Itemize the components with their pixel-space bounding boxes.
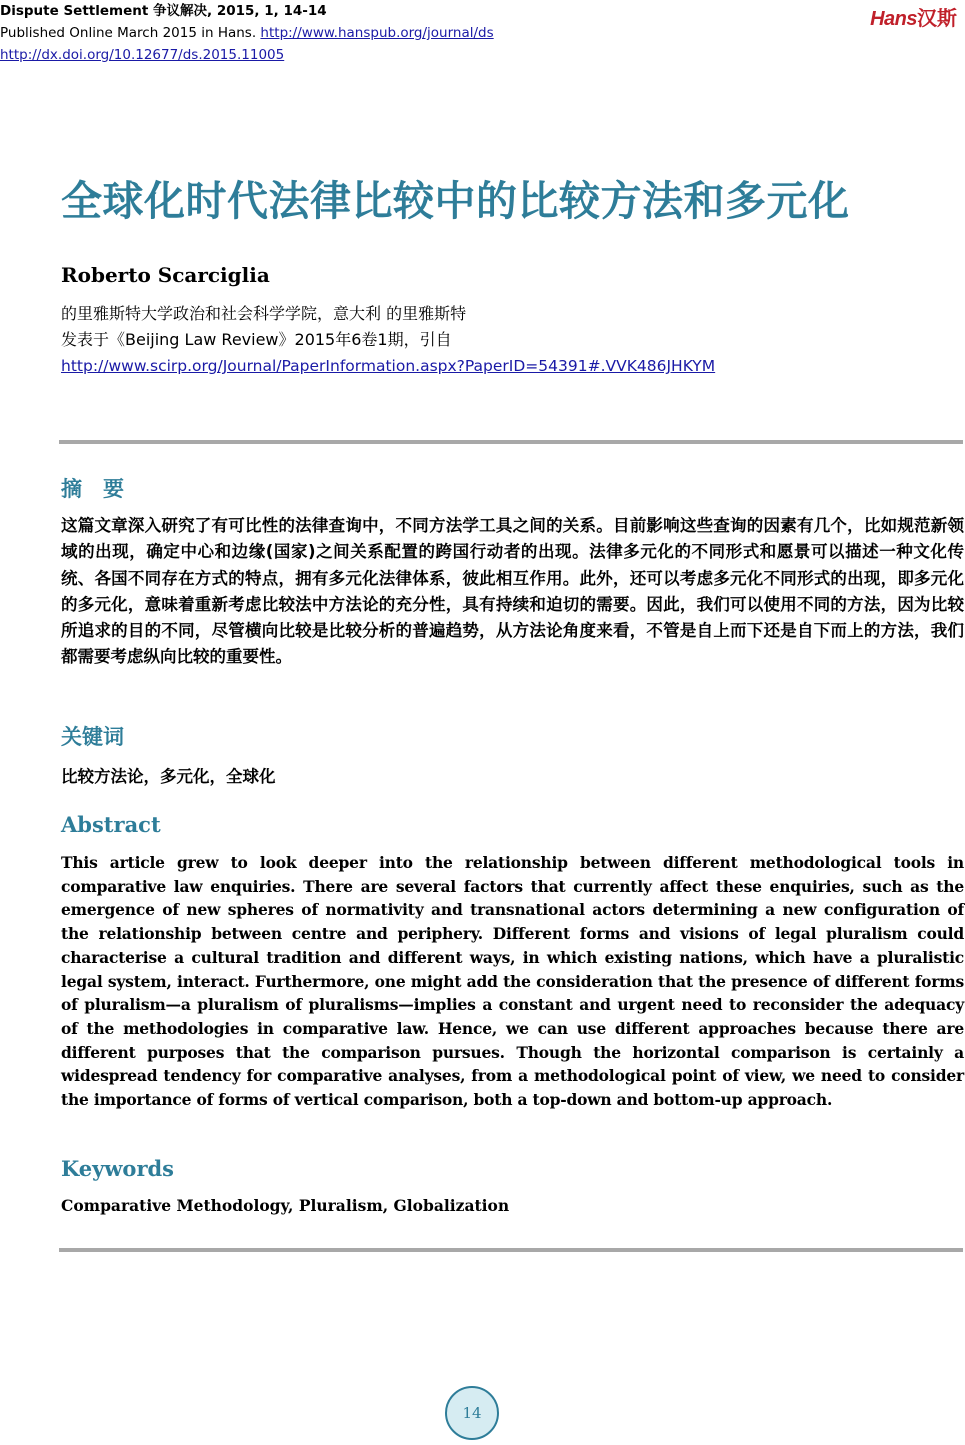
published-online-line [0,22,965,44]
abstract-en-body: This article grew to look deeper into the relationship between different methodological tools in comparative law enquiries. There are several factors that currently affect these enquiries, such as the emergence of new spheres of normativity and transnational actors determining a new configuration of the relationship between centre and periphery. Different forms and visions of legal pluralism could characterise a cultural tradition and different ways, in which existing nations, which have a pluralistic legal system, interact. Furthermore, one might add the consideration that the presence of different forms of pluralism—a pluralism of pluralisms—implies a constant and urgent need to reconsider the adequacy of the methodologies in comparative law. Hence, we can use different approaches because there are different purposes that the comparison pursues. Though the horizontal comparison is certainly a widespread tendency for comparative analyses, from a methodological point of view, we need to consider the importance of forms of vertical comparison, both a top-down and bottom-up approach. [61,853,964,1110]
hans-logo [870,2,957,31]
affiliation: 的里雅斯特大学政治和社会科学学院，意大利 的里雅斯特 [61,304,467,323]
source-url-link[interactable]: http://www.scirp.org/Journal/PaperInformation.aspx?PaperID=54391#.VVK486JHKYM [61,357,716,375]
keywords-en-body: Comparative Methodology, Pluralism, Globalization [61,1196,510,1215]
journal-url-link[interactable]: http://www.hanspub.org/journal/ds [260,25,494,41]
bottom-divider [59,1248,963,1252]
top-divider [59,440,963,444]
journal-citation: Dispute Settlement 争议解决, 2015, 1, 14-14 [0,3,327,19]
affiliation-block [61,301,715,379]
doi-line [0,44,965,66]
page-header [0,0,965,66]
abstract-en-heading: Abstract [61,812,161,837]
logo-latin: Hans [870,8,917,30]
published-prefix: Published Online March 2015 in Hans. [0,25,261,41]
keywords-cn-heading: 关键词 [61,725,124,749]
abstract-cn-heading: 摘 要 [61,477,124,501]
logo-cn: 汉斯 [917,6,957,30]
abstract-cn-body: 这篇文章深入研究了有可比性的法律查询中，不同方法学工具之间的关系。目前影响这些查询的因素有几个，比如规范新领域的出现，确定中心和边缘(国家)之间关系配置的跨国行动者的出现。法律多元化的不同形式和愿景可以描述一种文化传统、各国不同存在方式的特点，拥有多元化法律体系，彼此相互作用。此外，还可以考虑多元化不同形式的出现，即多元化的多元化，意味着重新考虑比较法中方法论的充分性，具有持续和迫切的需要。因此，我们可以使用不同的方法，因为比较所追求的目的不同，尽管横向比较是比较分析的普遍趋势，从方法论角度来看，不管是自上而下还是自下而上的方法，我们都需要考虑纵向比较的重要性。 [61,516,964,667]
keywords-cn-body: 比较方法论，多元化，全球化 [61,767,276,786]
keywords-en-heading: Keywords [61,1156,175,1181]
doi-link[interactable]: http://dx.doi.org/10.12677/ds.2015.11005 [0,47,285,63]
author-name: Roberto Scarciglia [61,263,270,287]
page-number-badge: 14 [445,1386,499,1440]
article-title: 全球化时代法律比较中的比较方法和多元化 [61,177,850,225]
published-in: 发表于《Beijing Law Review》2015年6卷1期，引自 [61,330,452,349]
